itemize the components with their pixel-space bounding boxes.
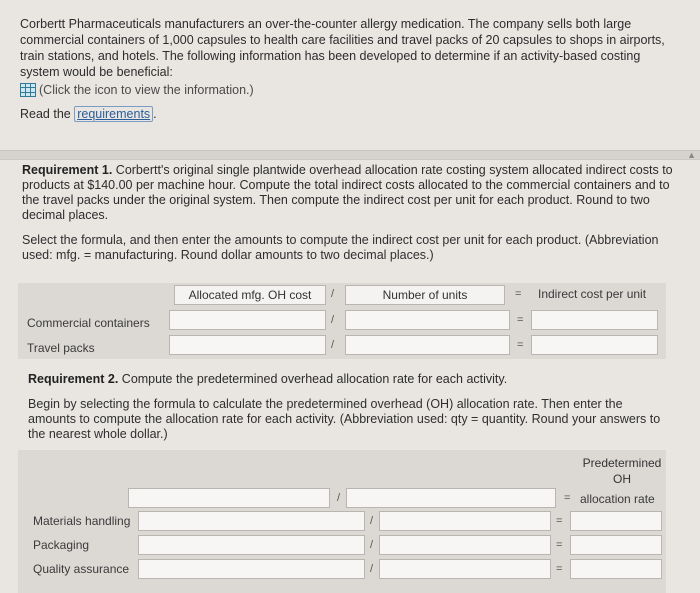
packaging-cost-input[interactable] (138, 535, 365, 555)
allocated-mfg-oh-cost-select[interactable]: Allocated mfg. OH cost (174, 285, 326, 305)
travel-units-input[interactable] (345, 335, 510, 355)
section-divider[interactable] (0, 150, 700, 160)
read-requirements-line: Read the requirements . (20, 107, 157, 121)
row-label-materials-handling: Materials handling (33, 514, 131, 528)
travel-cost-per-unit-input[interactable] (531, 335, 658, 355)
intro-text: Corbertt Pharmaceuticals manufacturers an over-the-counter allergy medication. The company sells both large commercial containers of 1,000 capsules to health care facilities and travel packs of 20 capsules to shops in airports, train stations, and hotels. The following information has been developed to determine if an activity-based costing system would be beneficial: (20, 17, 665, 79)
quality-assurance-cost-input[interactable] (138, 559, 365, 579)
row-label-commercial-containers: Commercial containers (27, 316, 150, 330)
requirement-2 (28, 372, 668, 442)
equals-operator: = (556, 563, 563, 575)
req1-table (18, 283, 666, 359)
divide-operator: / (331, 288, 335, 300)
equals-operator: = (515, 288, 522, 300)
quality-assurance-qty-input[interactable] (379, 559, 551, 579)
equals-operator: = (564, 492, 571, 504)
row-label-travel-packs: Travel packs (27, 341, 95, 355)
equals-operator: = (517, 339, 524, 351)
divide-operator: / (370, 563, 374, 575)
materials-handling-rate-input[interactable] (570, 511, 662, 531)
requirements-link[interactable]: requirements (74, 106, 153, 122)
materials-handling-qty-input[interactable] (379, 511, 551, 531)
req2-title: Requirement 2. (28, 372, 119, 386)
row-label-quality-assurance: Quality assurance (33, 562, 130, 576)
equals-operator: = (556, 539, 563, 551)
read-prefix: Read the (20, 107, 75, 121)
problem-intro (20, 16, 680, 122)
click-info-text: (Click the icon to view the information.) (39, 83, 254, 97)
formula-numerator-select[interactable] (128, 488, 330, 508)
scroll-up-icon[interactable]: ▲ (687, 150, 696, 160)
info-line (20, 82, 680, 98)
formula-denominator-select[interactable] (346, 488, 556, 508)
divide-operator: / (370, 515, 374, 527)
req1-instructions: Select the formula, and then enter the amounts to compute the indirect cost per unit for each product. (Abbreviation used: mfg. = manufacturing. Round dollar amounts to two decimal places.) (22, 233, 659, 262)
divide-operator: / (370, 539, 374, 551)
equals-operator: = (556, 515, 563, 527)
table-info-icon[interactable] (20, 83, 36, 97)
packaging-rate-input[interactable] (570, 535, 662, 555)
divide-operator: / (337, 492, 341, 504)
divide-operator: / (331, 314, 335, 326)
allocation-rate-header: allocation rate (580, 492, 655, 506)
commercial-oh-cost-input[interactable] (169, 310, 326, 330)
equals-operator: = (517, 314, 524, 326)
predetermined-oh-header (572, 455, 672, 487)
commercial-cost-per-unit-input[interactable] (531, 310, 658, 330)
req2-instructions: Begin by selecting the formula to calculate the predetermined overhead (OH) allocation rate. Then enter the amounts to compute the allocation rate for each activity. (Abbreviation used: qty = quantity. Round your answers to the nearest whole dollar.) (28, 397, 661, 441)
number-of-units-select[interactable]: Number of units (345, 285, 505, 305)
materials-handling-cost-input[interactable] (138, 511, 365, 531)
commercial-units-input[interactable] (345, 310, 510, 330)
divide-operator: / (331, 339, 335, 351)
requirement-1 (22, 163, 677, 263)
req1-text: Corbertt's original single plantwide overhead allocation rate costing system allocated indirect costs to products at $140.00 per machine hour. Compute the total indirect costs allocated to the commercial containers and to the travel packs under the original system. Then compute the indirect cost per unit for each product. Round to two decimal places. (22, 163, 673, 222)
indirect-cost-per-unit-header: Indirect cost per unit (538, 287, 647, 301)
packaging-qty-input[interactable] (379, 535, 551, 555)
travel-oh-cost-input[interactable] (169, 335, 326, 355)
req2-table (18, 450, 666, 593)
quality-assurance-rate-input[interactable] (570, 559, 662, 579)
header-line-oh: OH (613, 472, 631, 486)
row-label-packaging: Packaging (33, 538, 90, 552)
req2-text: Compute the predetermined overhead allocation rate for each activity. (118, 372, 508, 386)
header-line-predetermined: Predetermined (582, 456, 662, 470)
req1-title: Requirement 1. (22, 163, 113, 177)
